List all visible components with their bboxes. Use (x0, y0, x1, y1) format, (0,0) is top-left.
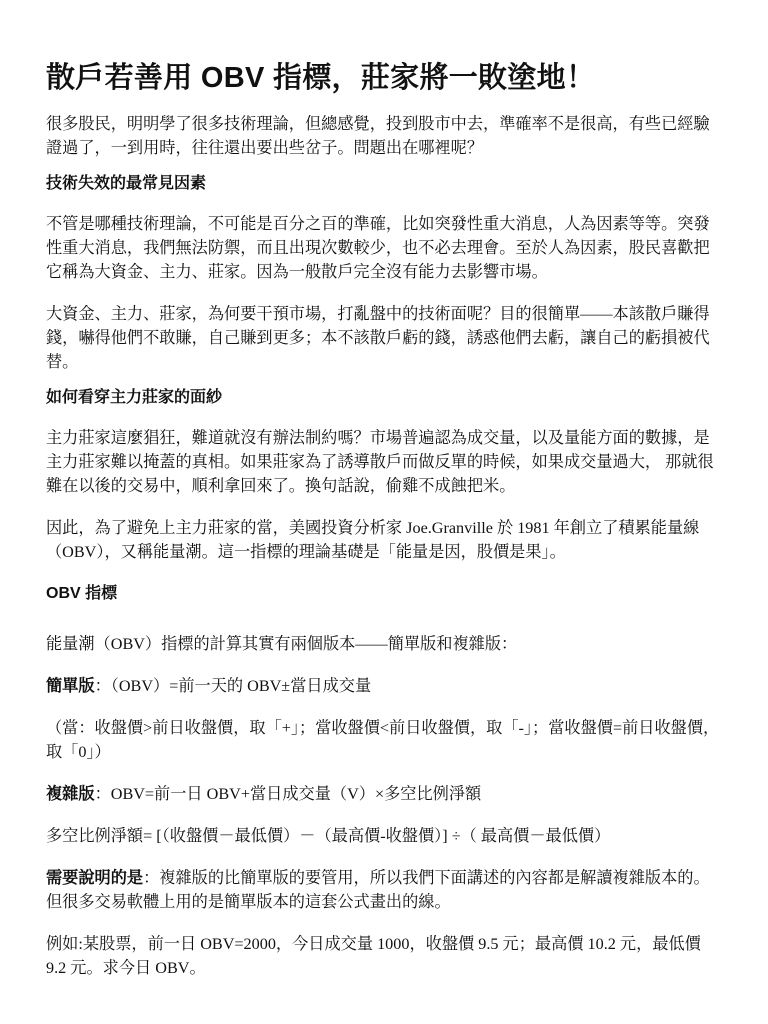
paragraph-note (46, 866, 724, 914)
note-label: 需要說明的是 (46, 869, 144, 887)
simple-version-label: 簡單版 (46, 677, 95, 695)
paragraph-simple-version (46, 674, 724, 698)
paragraph-net-ratio: 多空比例淨額= [（收盤價－最低價）－（最高價-收盤價）] ÷（ 最高價－最低價） (46, 827, 611, 845)
paragraph-example: 例如:某股票，前一日 OBV=2000，今日成交量 1000，收盤價 9.5 元；最高價 10.2 元，最低價 9.2 元。求今日 OBV。 (46, 935, 701, 977)
heading-failure-factors: 技術失效的最常見因素 (46, 175, 207, 192)
simple-version-formula: ：（OBV）=前一天的 OBV±當日成交量 (94, 677, 372, 695)
paragraph-intro: 很多股民，明明學了很多技術理論，但總感覺，投到股市中去，準確率不是很高，有些已經驗證過了，一到用時，往往還出要出些岔子。問題出在哪裡呢？ (46, 115, 710, 157)
paragraph-market-intervention: 大資金、主力、莊家，為何要干預市場，打亂盤中的技術面呢？目的很簡單——本該散戶賺得錢，嚇得他們不敢賺，自己賺到更多；本不該散戶虧的錢，誘惑他們去虧，讓自己的虧損被代替。 (46, 305, 710, 371)
paragraph-factors: 不管是哪種技術理論，不可能是百分之百的準確，比如突發性重大消息，人為因素等等。突發性重大消息，我們無法防禦，而且出現次數較少，也不必去理會。至於人為因素，股民喜歡把它稱為大資金、主力、莊家。因為一般散戶完全沒有能力去影響市場。 (46, 215, 710, 281)
paragraph-two-versions: 能量潮（OBV）指標的計算其實有兩個版本——簡單版和複雜版： (46, 635, 518, 653)
document-title: 散戶若善用 OBV 指標，莊家將一敗塗地！ (46, 62, 596, 94)
paragraph-complex-version (46, 782, 724, 806)
complex-version-label: 複雜版 (46, 785, 95, 803)
heading-see-through-dealers: 如何看穿主力莊家的面紗 (46, 389, 223, 406)
note-text: ：複雜版的比簡單版的要管用，所以我們下面講述的內容都是解讀複雜版本的。但很多交易軟體上用的是簡單版本的這套公式畫出的線。 (46, 869, 710, 911)
paragraph-volume-truth: 主力莊家這麼猖狂，難道就沒有辦法制約嗎？市場普遍認為成交量，以及量能方面的數據，是主力莊家難以掩蓋的真相。如果莊家為了誘導散戶而做反單的時候，如果成交量過大， 那就很難在以後的交易中，順利拿回來了。換句話說，偷雞不成蝕把米。 (46, 429, 714, 495)
paragraph-sign-rule: （當：收盤價>前日收盤價，取「+」；當收盤價<前日收盤價，取「-」；當收盤價=前日收盤價，取「0」） (46, 719, 720, 761)
complex-version-formula: ：OBV=前一日 OBV+當日成交量（V）×多空比例淨額 (94, 785, 482, 803)
heading-obv-indicator: OBV 指標 (46, 585, 118, 602)
paragraph-obv-origin: 因此，為了避免上主力莊家的當，美國投資分析家 Joe.Granville 於 1981 年創立了積累能量線（OBV），又稱能量潮。這一指標的理論基礎是「能量是因，股價是果」。 (46, 519, 700, 561)
